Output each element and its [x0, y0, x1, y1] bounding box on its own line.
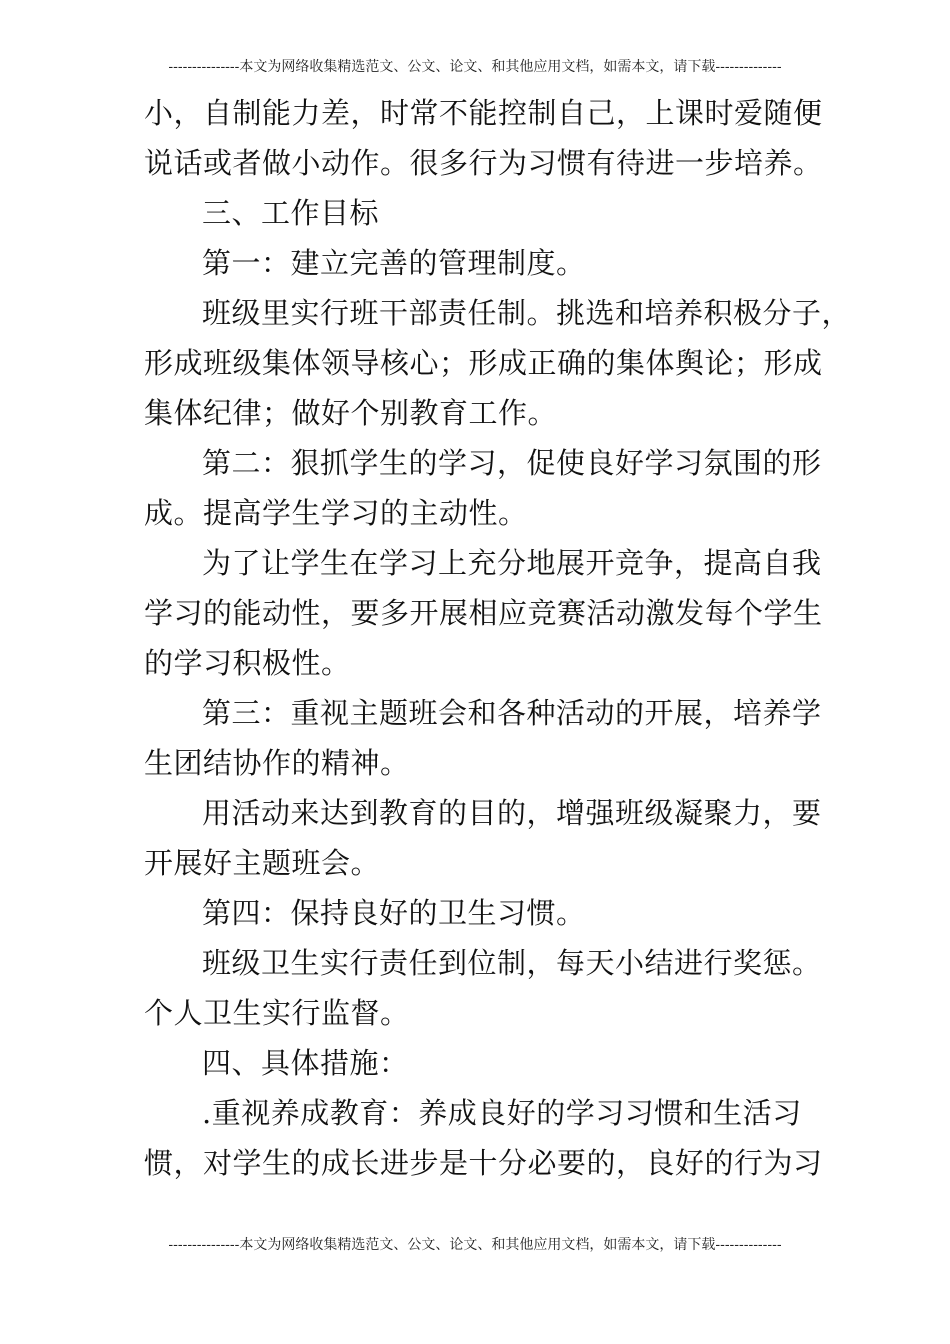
header-note: ---------------本文为网络收集精选范文、公文、论文、和其他应用文档，如需本文，请下载--------------: [168, 59, 782, 75]
text-line: 为了让学生在学习上充分地展开竞争，提高自我: [202, 546, 822, 580]
item-heading: 第四：保持良好的卫生习惯。: [202, 896, 586, 930]
text-line: 个人卫生实行监督。: [144, 996, 410, 1030]
text-line: 学习的能动性，要多开展相应竞赛活动激发每个学生: [144, 596, 823, 630]
item-heading: 第一：建立完善的管理制度。: [202, 246, 586, 280]
section-heading: 四、具体措施：: [202, 1046, 409, 1080]
section-heading: 三、工作目标: [202, 196, 380, 230]
text-line: 集体纪律；做好个别教育工作。: [144, 396, 558, 430]
text-line: 的学习积极性。: [144, 646, 351, 680]
text-line: 开展好主题班会。: [144, 846, 381, 880]
text-line: 班级里实行班干部责任制。挑选和培养积极分子，: [202, 296, 852, 330]
text-line: 成。提高学生学习的主动性。: [144, 496, 528, 530]
item-heading: 第二：狠抓学生的学习，促使良好学习氛围的形: [202, 446, 822, 480]
item-heading: 第三：重视主题班会和各种活动的开展，培养学: [202, 696, 822, 730]
text-line: 小，自制能力差，时常不能控制自己，上课时爱随便: [144, 96, 823, 130]
text-line: 班级卫生实行责任到位制，每天小结进行奖惩。: [202, 946, 822, 980]
text-line: 用活动来达到教育的目的，增强班级凝聚力，要: [202, 796, 822, 830]
text-line: 说话或者做小动作。很多行为习惯有待进一步培养。: [144, 146, 823, 180]
text-line: 生团结协作的精神。: [144, 746, 410, 780]
text-line: 形成班级集体领导核心；形成正确的集体舆论；形成: [144, 346, 823, 380]
text-line: 惯，对学生的成长进步是十分必要的，良好的行为习: [144, 1146, 823, 1180]
document-body: [144, 88, 852, 1188]
footer-note: ---------------本文为网络收集精选范文、公文、论文、和其他应用文档，如需本文，请下载--------------: [168, 1237, 782, 1253]
text-line: .重视养成教育：养成良好的学习习惯和生活习: [202, 1096, 802, 1130]
